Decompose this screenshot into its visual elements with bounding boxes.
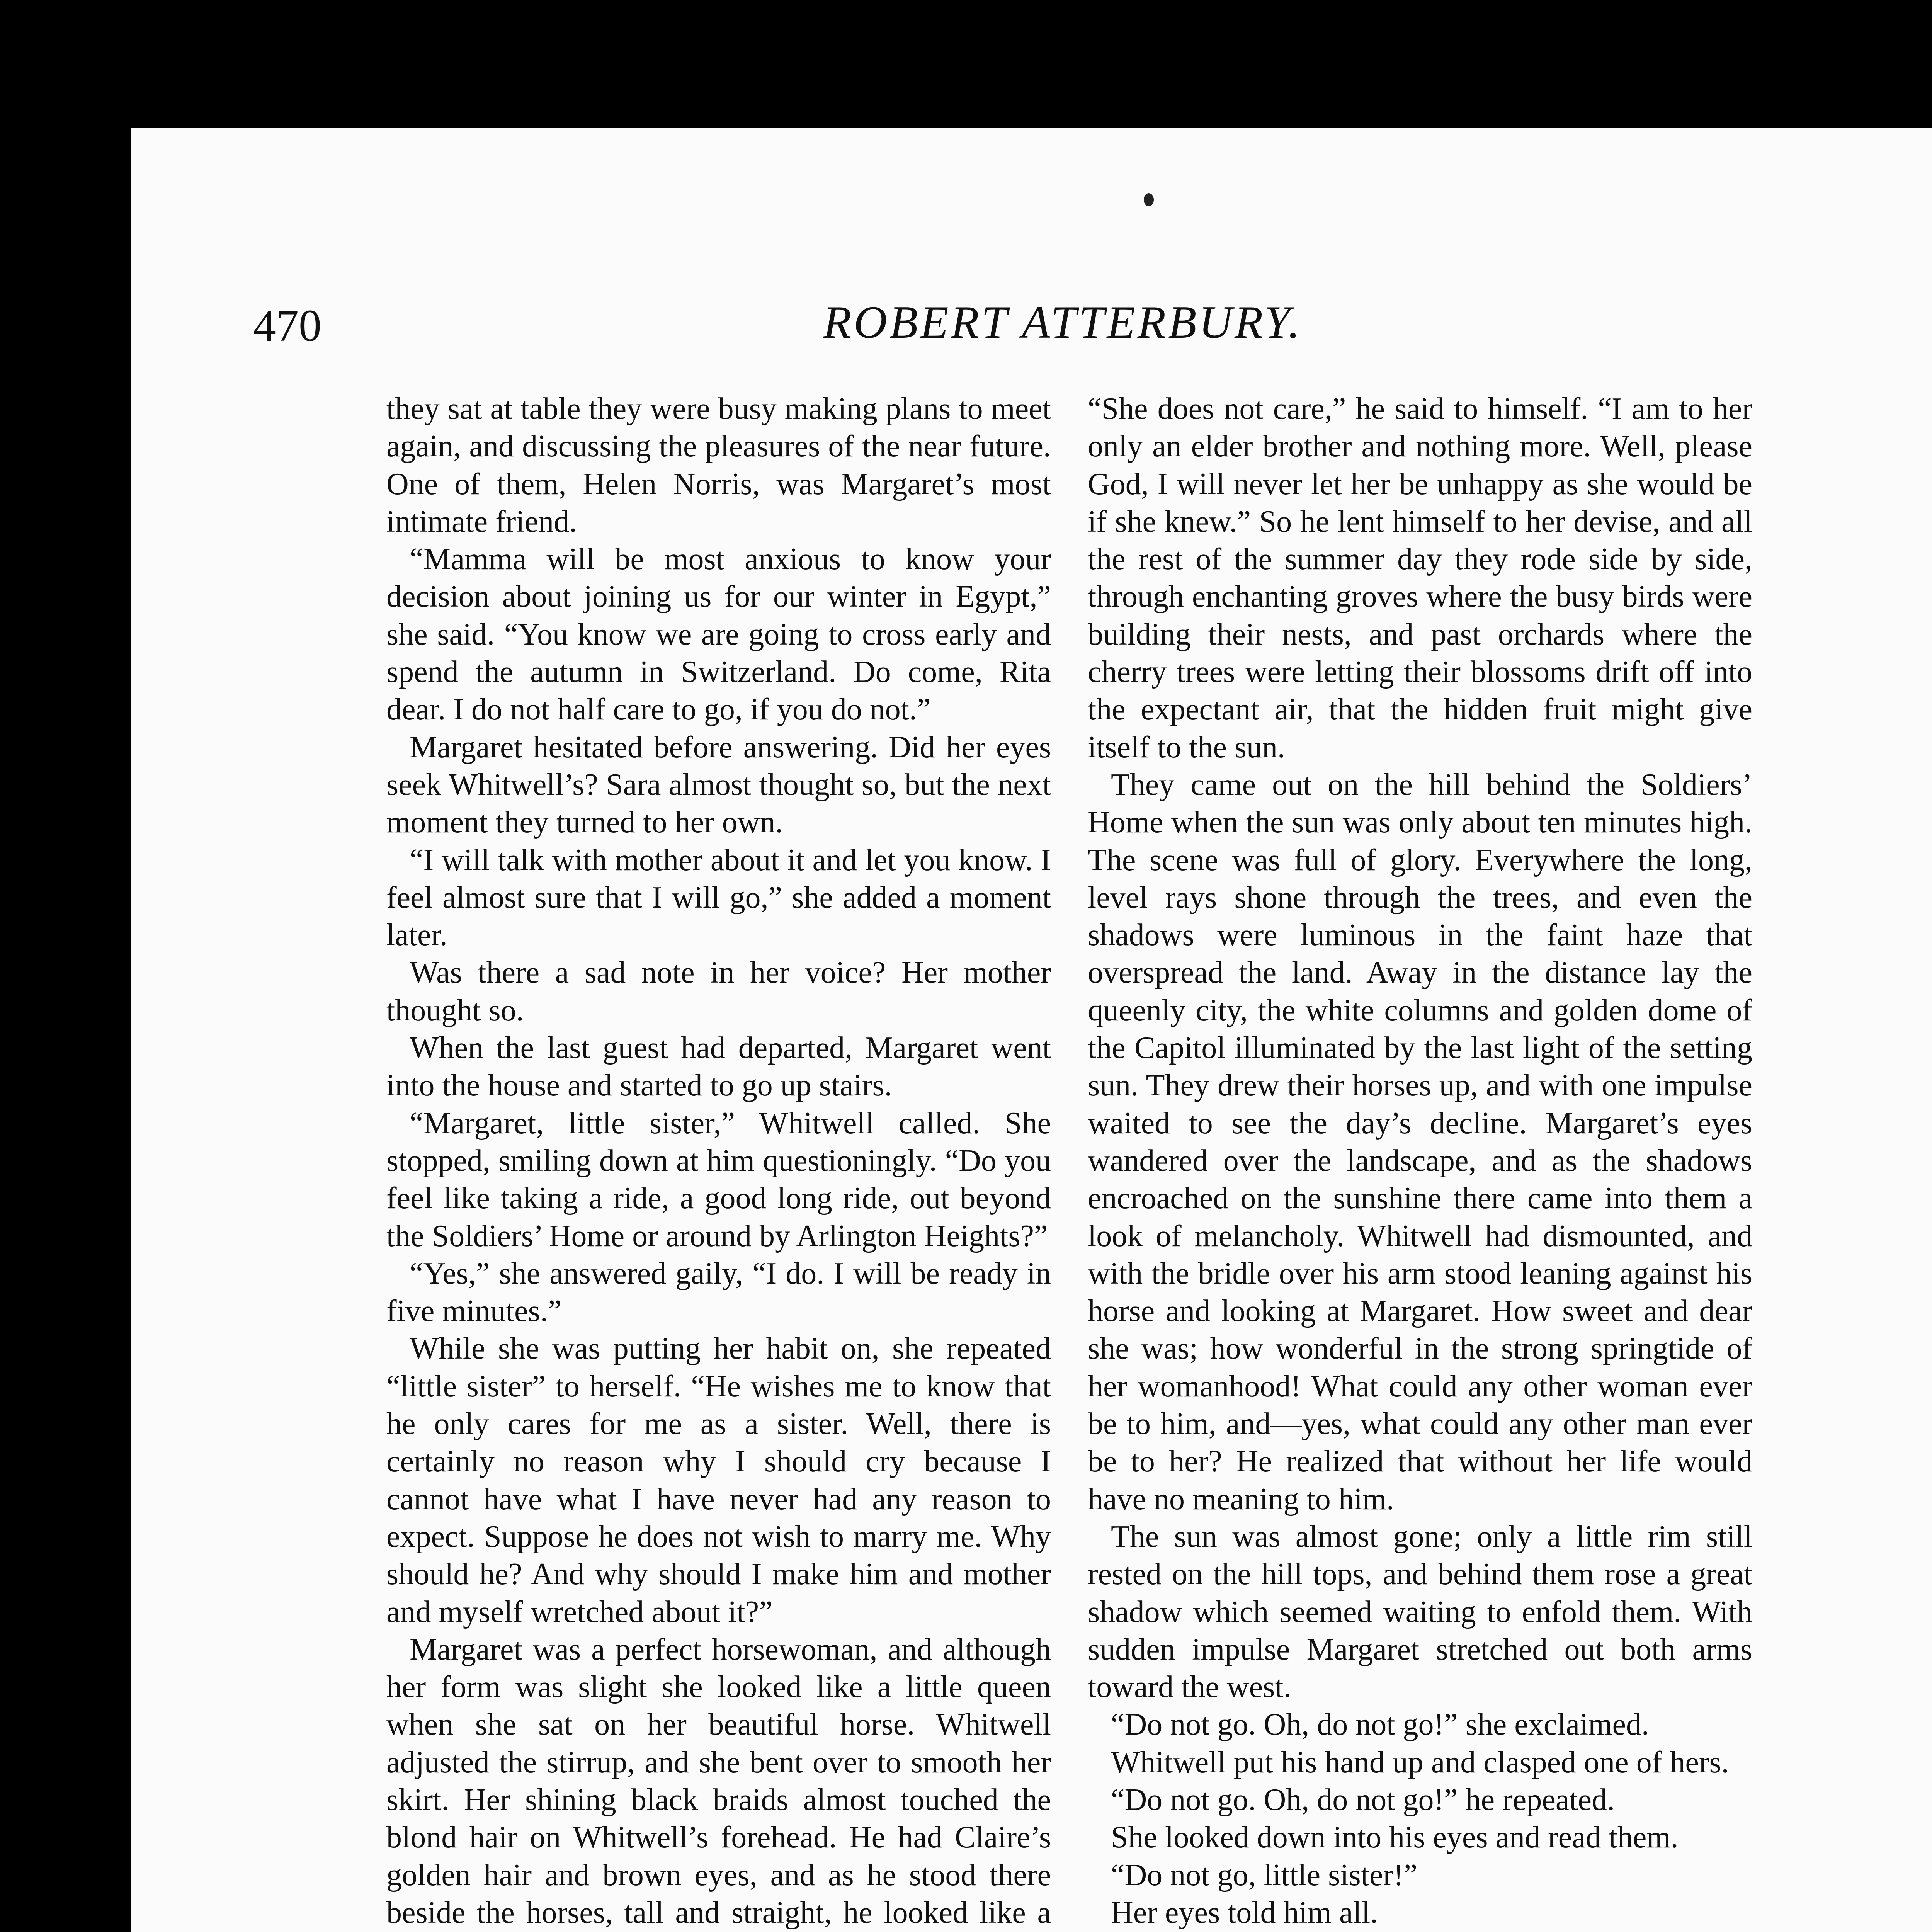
running-head: ROBERT ATTERBURY. xyxy=(823,296,1303,348)
paragraph: The sun was almost gone; only a little rim still rested on the hill tops, and behind them rose a great shadow which seemed waiting to enfold them. With sudden impulse Margaret stretched out both arms toward the west. xyxy=(1088,1519,1752,1704)
left-column xyxy=(386,390,1051,1932)
paragraph: Was there a sad note in her voice? Her mother thought so. xyxy=(386,956,1051,1027)
paragraph: Margaret was a perfect horsewoman, and although her form was slight she looked like a little queen when she sat on her beautiful horse. Whitwell adjusted the stirrup, and she bent over to smooth her skirt. Her shining black braids almost touched the blond hair on Whitwell’s forehead. He had Claire’s golden hair and brown eyes, and as he stood there beside the horses, tall and straight, he looked like a xyxy=(386,1632,1051,1930)
right-column xyxy=(1088,390,1752,1932)
ink-speck xyxy=(1144,193,1154,206)
paragraph: She looked down into his eyes and read them. xyxy=(1111,1820,1679,1855)
paragraph: “Yes,” she answered gaily, “I do. I will be ready in five minutes.” xyxy=(386,1256,1051,1328)
paragraph: they sat at table they were busy making plans to meet again, and discussing the pleasures of the near future. One of them, Helen Norris, was Margaret’s most intimate friend. xyxy=(386,392,1051,539)
paragraph: Margaret hesitated before answering. Did her eyes seek Whitwell’s? Sara almost thought so, but the next moment they turned to her own. xyxy=(386,730,1051,840)
paragraph: “Do not go, little sister!” xyxy=(1111,1858,1418,1892)
paragraph: When the last guest had departed, Margaret went into the house and started to go up stairs. xyxy=(386,1031,1051,1103)
page-number: 470 xyxy=(253,300,321,351)
paragraph: “Do not go. Oh, do not go!” she exclaimed. xyxy=(1111,1708,1650,1742)
paragraph: While she was putting her habit on, she repeated “little sister” to herself. “He wishes me to know that he only cares for me as a sister. Well, there is certainly no reason why I should cry because I cannot have what I have never had any reason to expect. Suppose he does not wish to marry me. Why should he? And why should I make him and mother and myself wretched about it?” xyxy=(386,1332,1051,1629)
paragraph: “Mamma will be most anxious to know your decision about joining us for our winter in Egypt,” she said. “You know we are going to cross early and spend the autumn in Switzerland. Do come, Rita dear. I do not half care to go, if you do not.” xyxy=(386,542,1051,727)
paragraph: Her eyes told him all. xyxy=(1111,1895,1378,1930)
paragraph: Whitwell put his hand up and clasped one of hers. xyxy=(1111,1745,1729,1779)
paragraph: “She does not care,” he said to himself. “I am to her only an elder brother and nothing more. Well, please God, I will never let her be unhappy as she would be if she knew.” So he lent himself to her devise, and all the rest of the summer day they rode side by side, through enchanting groves where the busy birds were building their nests, and past orchards where the cherry trees were letting their blossoms drift off into the expectant air, that the hidden fruit might give itself to the sun. xyxy=(1088,392,1752,764)
paragraph: “Margaret, little sister,” Whitwell called. She stopped, smiling down at him questioningly. “Do you feel like taking a ride, a good long ride, out beyond the Soldiers’ Home or around by Arlington Heights?” xyxy=(386,1106,1051,1253)
paragraph: “I will talk with mother about it and let you know. I feel almost sure that I will go,” she added a moment later. xyxy=(386,843,1051,952)
paragraph: “Do not go. Oh, do not go!” he repeated. xyxy=(1111,1782,1615,1817)
paragraph: They came out on the hill behind the Soldiers’ Home when the sun was only about ten minutes high. The scene was full of glory. Everywhere the long, level rays shone through the trees, and even the shadows were luminous in the faint haze that overspread the land. Away in the distance lay the queenly city, the white columns and golden dome of the Capitol illuminated by the last light of the setting sun. They drew their horses up, and with one impulse waited to see the day’s decline. Margaret’s eyes wandered over the landscape, and as the shadows encroached on the sunshine there came into them a look of melancholy. Whitwell had dismounted, and with the bridle over his arm stood leaning against his horse and looking at Margaret. How sweet and dear she was; how wonderful in the strong springtide of her womanhood! What could any other woman ever be to him, and—yes, what could any other man ever be to her? He realized that without her life would have no meaning to him. xyxy=(1088,767,1752,1516)
